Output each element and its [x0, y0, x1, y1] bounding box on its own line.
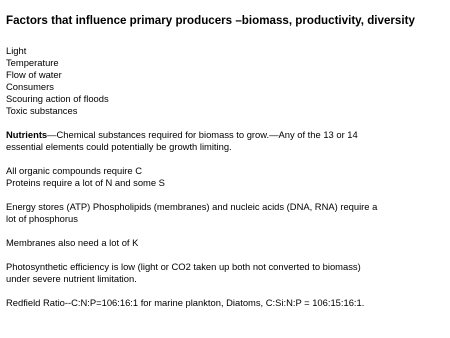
factor-item: Toxic substances [6, 105, 78, 116]
membranes-line: Membranes also need a lot of K [6, 237, 139, 248]
nutrients-term: Nutrients [6, 129, 48, 140]
redfield-line: Redfield Ratio--C:N:P=106:16:1 for marine plankton, Diatoms, C:Si:N:P = 106:15:16:1. [6, 297, 365, 308]
organic-line: Proteins require a lot of N and some S [6, 177, 165, 188]
slide-title: Factors that influence primary producers –biomass, productivity, diversity [6, 14, 415, 27]
organic-line: All organic compounds require C [6, 165, 143, 176]
photosynthesis-line: Photosynthetic efficiency is low (light or CO2 taken up both not converted to biomass) [6, 261, 361, 272]
factor-item: Scouring action of floods [6, 93, 109, 104]
photosynthesis-line: under severe nutrient limitation. [6, 273, 137, 284]
nutrients-paragraph [6, 129, 446, 141]
nutrients-definition: —Chemical substances required for biomass to grow.—Any of the 13 or 14 [47, 129, 358, 140]
nutrients-definition-cont: essential elements could potentially be growth limiting. [6, 141, 232, 152]
factor-item: Temperature [6, 57, 59, 68]
factor-item: Light [6, 45, 27, 56]
factor-item: Consumers [6, 81, 54, 92]
energy-stores-line: Energy stores (ATP) Phospholipids (membranes) and nucleic acids (DNA, RNA) require a [6, 201, 378, 212]
factor-item: Flow of water [6, 69, 62, 80]
energy-stores-line: lot of phosphorus [6, 213, 78, 224]
